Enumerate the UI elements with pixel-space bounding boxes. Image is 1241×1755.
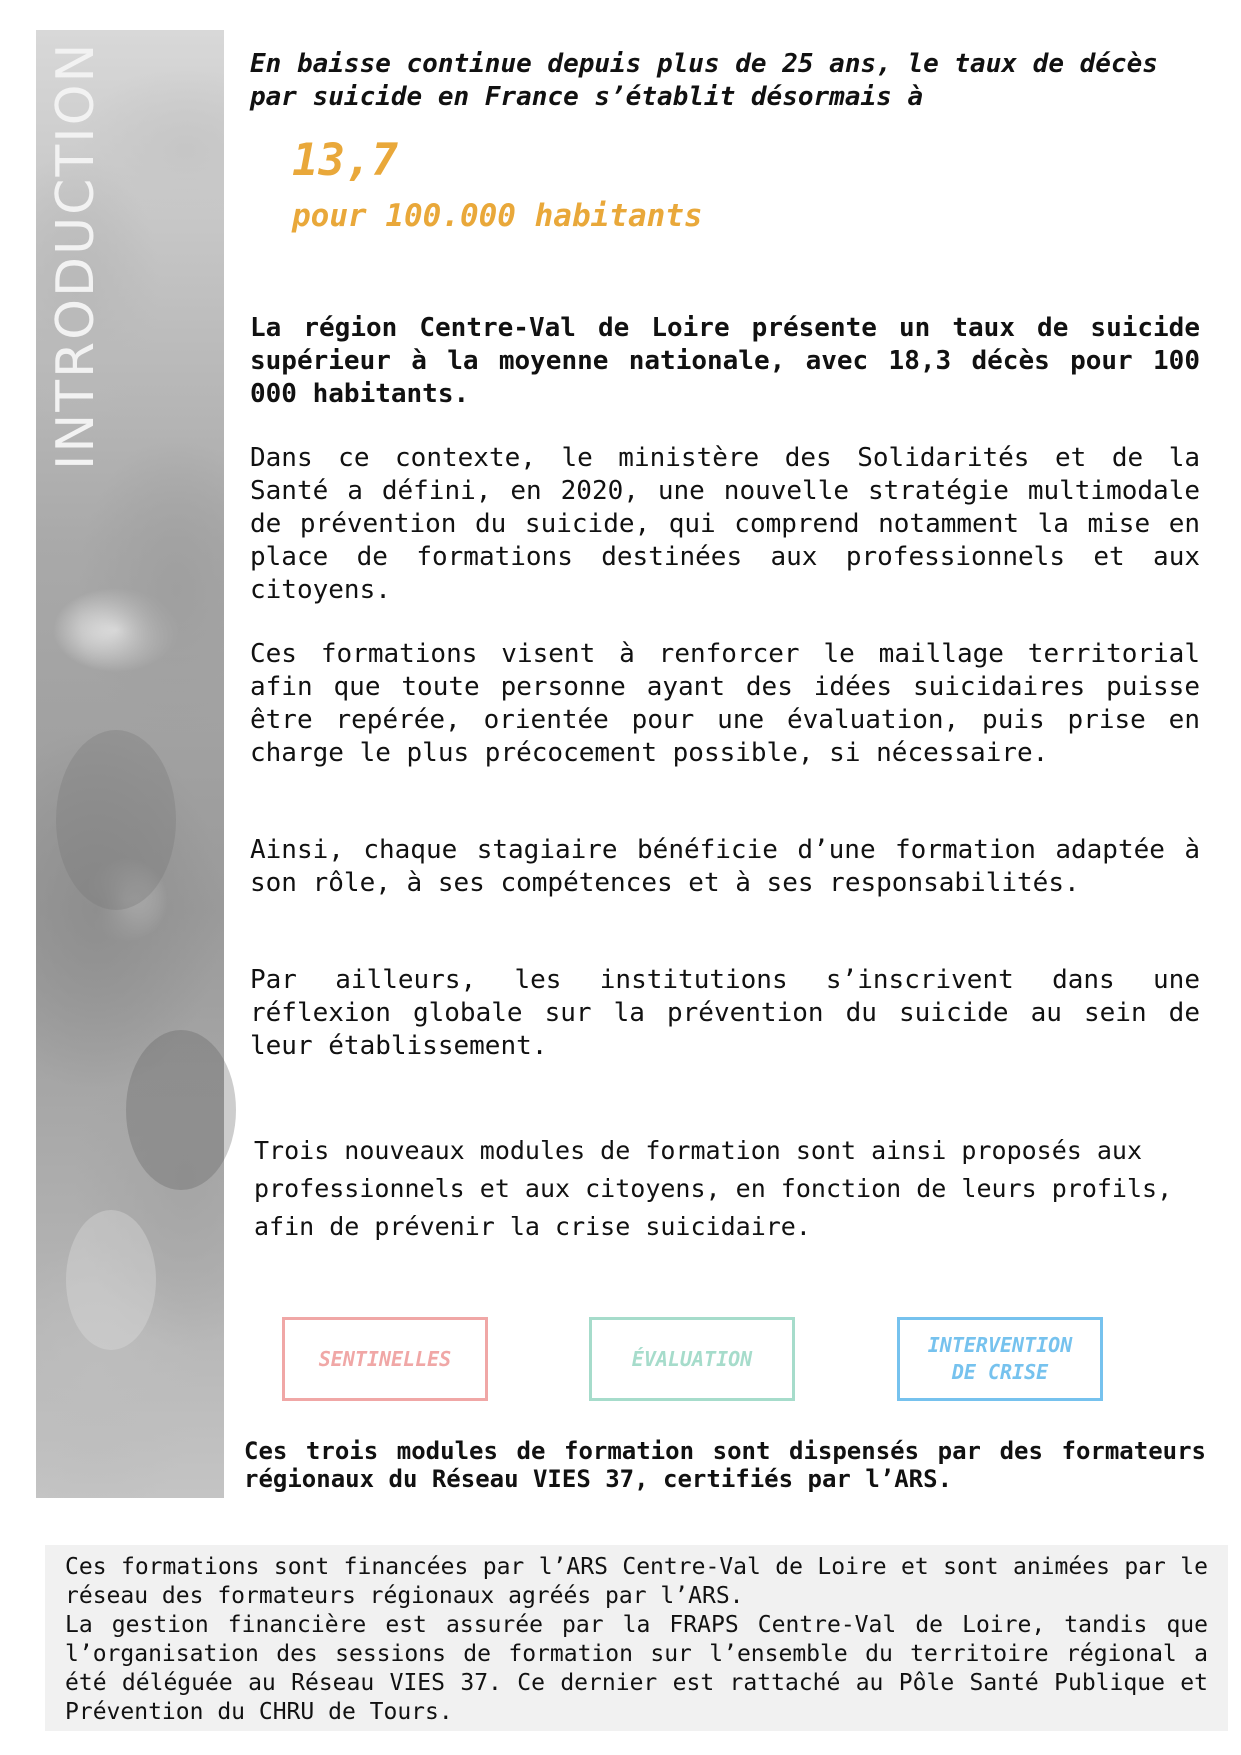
modules-closing: Ces trois modules de formation sont dispensés par des formateurs régionaux du Réseau VIES 37, certifiés par l’ARS. — [244, 1437, 1206, 1493]
footer-line: La gestion financière est assurée par la FRAPS Centre-Val de Loire, tandis que l’organisation des sessions de formation sur l’ensemble du territoire régional a été déléguée au Réseau VIES 37. Ce dernier est rattaché au Pôle Santé Publique et Prévention du CHRU de Tours. — [65, 1612, 1208, 1725]
modules-intro: Trois nouveaux modules de formation sont ainsi proposés aux professionnels et aux citoyens, en fonction de leurs profils, afin de prévenir la crise suicidaire. — [254, 1136, 1173, 1241]
intro-text: En baisse continue depuis plus de 25 ans, le taux de décès par suicide en France s’établit désormais à — [250, 49, 1158, 112]
module-intervention-de-crise — [897, 1317, 1103, 1401]
institutions-paragraph: Par ailleurs, les institutions s’inscrivent dans une réflexion globale sur la prévention du suicide au sein de leur établissement. — [250, 965, 1200, 1061]
sidebar-title: INTRODUCTION — [46, 41, 106, 470]
suicide-rate: 13,7 — [292, 135, 398, 186]
module-sentinelles — [282, 1317, 488, 1401]
regional-paragraph: La région Centre-Val de Loire présente un taux de suicide supérieur à la moyenne nationale, avec 18,3 décès pour 100 000 habitants. — [250, 313, 1200, 409]
goal-paragraph: Ces formations visent à renforcer le maillage territorial afin que toute personne ayant des idées suicidaires puisse être repérée, orientée pour une évaluation, puis prise en charge le plus précocement possible, si nécessaire. — [250, 639, 1200, 768]
trainee-paragraph: Ainsi, chaque stagiaire bénéficie d’une formation adaptée à son rôle, à ses compétences et à ses responsabilités. — [250, 835, 1200, 898]
footer-note — [45, 1545, 1228, 1731]
suicide-rate-unit: pour 100.000 habitants — [292, 198, 703, 234]
module-label: INTERVENTION DE CRISE — [927, 1333, 1073, 1384]
module-evaluation — [589, 1317, 795, 1401]
leaf-shape — [56, 730, 176, 910]
module-label: ÉVALUATION — [631, 1346, 753, 1371]
module-label: SENTINELLES — [318, 1346, 452, 1371]
context-paragraph: Dans ce contexte, le ministère des Solidarités et de la Santé a défini, en 2020, une nouvelle stratégie multimodale de prévention du suicide, qui comprend notamment la mise en place de formations destinées aux professionnels et aux citoyens. — [250, 443, 1200, 605]
leaf-shape — [66, 1210, 156, 1350]
sidebar-banner — [36, 30, 224, 1498]
leaf-shape — [126, 1030, 236, 1190]
footer-line: Ces formations sont financées par l’ARS Centre-Val de Loire et sont animées par le réseau des formateurs régionaux agréés par l’ARS. — [65, 1554, 1208, 1609]
